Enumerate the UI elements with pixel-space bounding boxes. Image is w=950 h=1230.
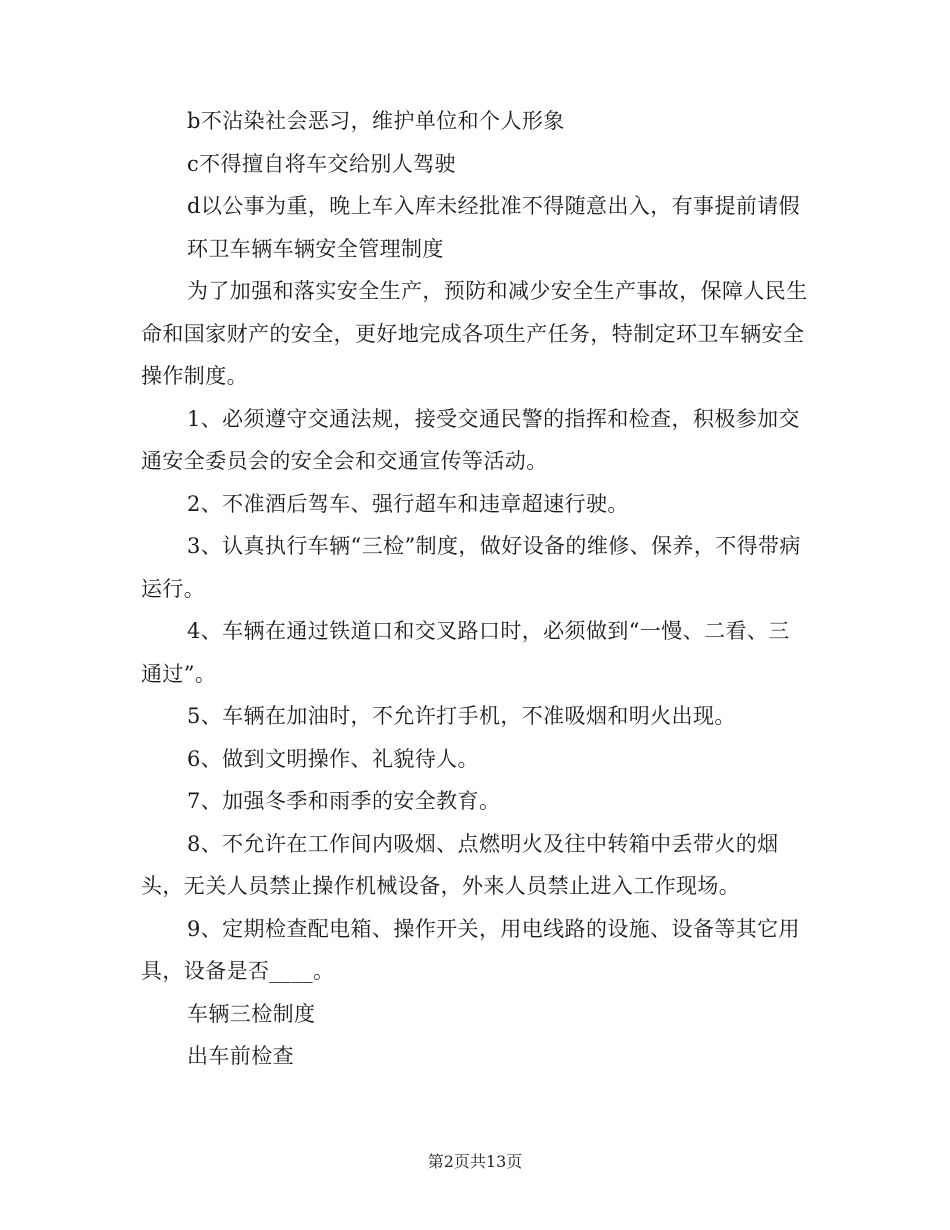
section-heading: 环卫车辆车辆安全管理制度 (187, 236, 444, 261)
list-item: 6、做到文明操作、礼貌待人。 (187, 746, 479, 771)
page-number-footer: 第2页共13页 (427, 1152, 523, 1171)
paragraph: d以公事为重，晚上车入库未经批准不得随意出入，有事提前请假 (187, 194, 801, 218)
paragraph: c不得擅自将车交给别人驾驶 (187, 151, 456, 176)
list-item: 1、必须遵守交通法规，接受交通民警的指挥和检查，积极参加交通安全委员会的安全会和交通宣传等活动。 (141, 406, 800, 473)
list-item: 7、加强冬季和雨季的安全教育。 (187, 789, 501, 813)
list-item: 5、车辆在加油时，不允许打手机，不准吸烟和明火出现。 (187, 704, 736, 728)
document-body (141, 100, 811, 1078)
list-item: 3、认真执行车辆“三检”制度，做好设备的维修、保养，不得带病运行。 (141, 534, 801, 601)
list-item: 4、车辆在通过铁道口和交叉路口时，必须做到“一慢、二看、三通过”。 (141, 619, 790, 686)
list-item: 9、定期检查配电箱、操作开关，用电线路的设施、设备等其它用具，设备是否____。 (141, 916, 800, 983)
paragraph: b不沾染社会恶习，维护单位和个人形象 (187, 109, 565, 133)
sub-heading: 出车前检查 (187, 1044, 294, 1068)
section-heading: 车辆三检制度 (187, 1001, 316, 1026)
list-item: 2、不准酒后驾车、强行超车和违章超速行驶。 (187, 491, 629, 516)
paragraph: 为了加强和落实安全生产，预防和减少安全生产事故，保障人民生命和国家财产的安全，更好地完成各项生产任务，特制定环卫车辆安全操作制度。 (141, 279, 808, 388)
list-item: 8、不允许在工作间内吸烟、点燃明火及往中转箱中丢带火的烟头，无关人员禁止操作机械设备，外来人员禁止进入工作现场。 (141, 831, 779, 898)
